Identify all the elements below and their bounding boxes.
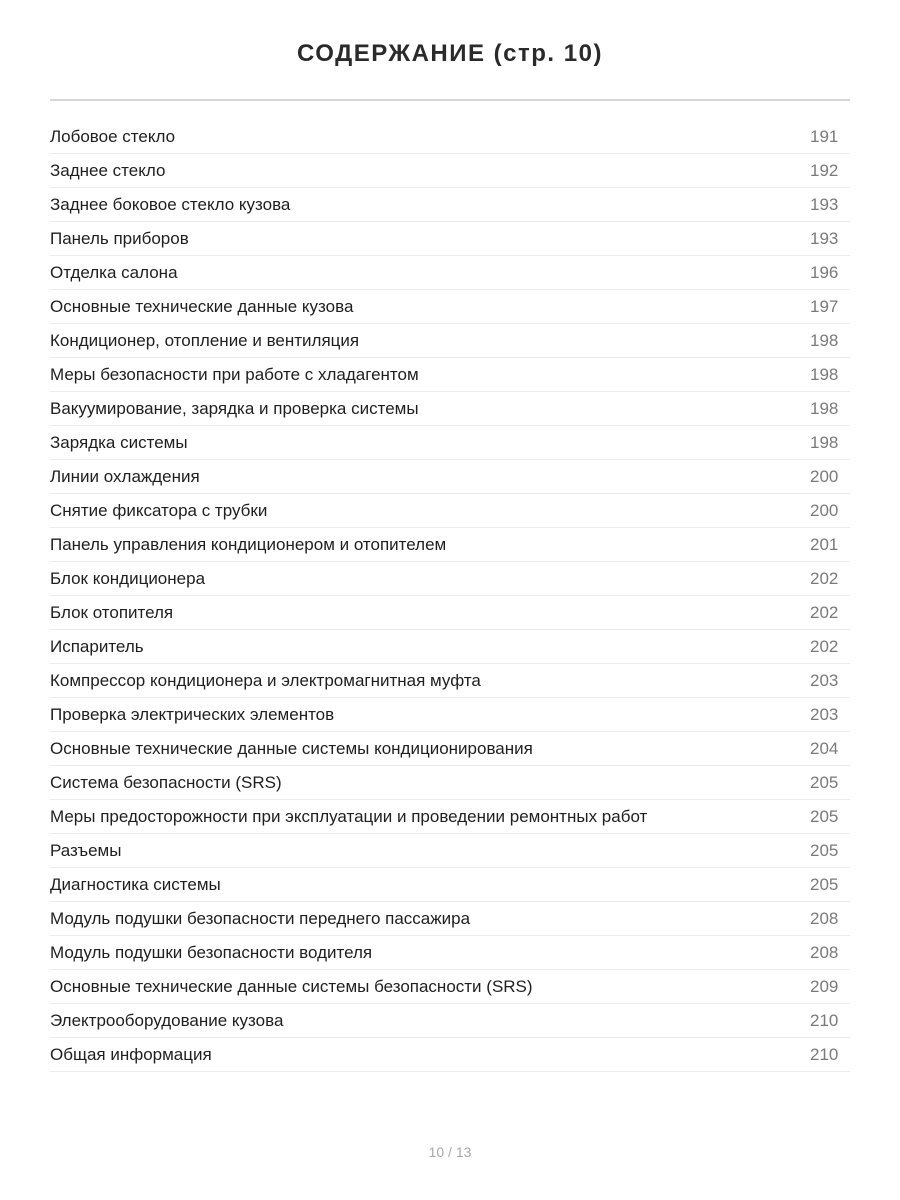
toc-entry-title: Вакуумирование, зарядка и проверка системы — [50, 398, 419, 418]
toc-entry-title: Общая информация — [50, 1044, 212, 1064]
toc-entry-page: 202 — [810, 568, 839, 588]
toc-entry[interactable] — [50, 154, 850, 188]
toc-entry[interactable] — [50, 596, 850, 630]
toc-entry[interactable] — [50, 732, 850, 766]
page-title: СОДЕРЖАНИЕ (стр. 10) — [297, 40, 603, 67]
toc-entry[interactable] — [50, 902, 850, 936]
toc-entry-page: 198 — [810, 364, 839, 384]
toc-entry-page: 198 — [810, 432, 839, 452]
toc-entry-page: 201 — [810, 534, 839, 554]
toc-entry-title: Основные технические данные системы безопасности (SRS) — [50, 976, 533, 996]
toc-entry-title: Кондиционер, отопление и вентиляция — [50, 330, 360, 350]
toc-entry[interactable] — [50, 936, 850, 970]
page-counter: 10 / 13 — [428, 1144, 472, 1160]
toc-entry[interactable] — [50, 324, 850, 358]
toc-entry-page: 210 — [810, 1010, 839, 1030]
toc-entry-page: 196 — [810, 262, 839, 282]
toc-entry[interactable] — [50, 630, 850, 664]
toc-entry-page: 197 — [810, 296, 839, 316]
toc-entry-title: Зарядка системы — [50, 432, 188, 452]
toc-entry-page: 202 — [810, 636, 839, 656]
toc-entry-page: 205 — [810, 874, 839, 894]
toc-entry-title: Проверка электрических элементов — [50, 704, 335, 724]
toc-entry-page: 203 — [810, 704, 839, 724]
toc-entry-page: 198 — [810, 398, 839, 418]
toc-entry-page: 204 — [810, 738, 839, 758]
toc-entry-title: Линии охлаждения — [50, 466, 200, 486]
toc-entry[interactable] — [50, 528, 850, 562]
toc-entry-page: 210 — [810, 1044, 839, 1064]
toc-entry[interactable] — [50, 222, 850, 256]
toc-entry-page: 202 — [810, 602, 839, 622]
toc-entry-page: 198 — [810, 330, 839, 350]
toc-entry-title: Диагностика системы — [50, 874, 221, 894]
toc-entry-title: Разъемы — [50, 840, 122, 860]
toc-entry[interactable] — [50, 766, 850, 800]
toc-entry-title: Модуль подушки безопасности переднего пассажира — [50, 908, 471, 928]
toc-entry-title: Компрессор кондиционера и электромагнитная муфта — [50, 670, 481, 690]
toc-entry[interactable] — [50, 256, 850, 290]
toc-entry[interactable] — [50, 392, 850, 426]
toc-entry[interactable] — [50, 1004, 850, 1038]
toc-entry[interactable] — [50, 290, 850, 324]
toc-entry-page: 205 — [810, 806, 839, 826]
toc-entry-page: 205 — [810, 772, 839, 792]
toc-entry[interactable] — [50, 834, 850, 868]
toc-entry-page: 193 — [810, 228, 839, 248]
toc-entry-title: Заднее боковое стекло кузова — [50, 194, 291, 214]
toc-entry-page: 193 — [810, 194, 839, 214]
toc-entry[interactable] — [50, 426, 850, 460]
toc-entry-title: Панель управления кондиционером и отопителем — [50, 534, 447, 554]
toc-entry[interactable] — [50, 868, 850, 902]
toc-entry-page: 208 — [810, 908, 839, 928]
toc-entry-page: 205 — [810, 840, 839, 860]
title-divider — [50, 99, 850, 101]
toc-entry-title: Лобовое стекло — [50, 126, 176, 146]
toc-entry-title: Панель приборов — [50, 228, 189, 248]
toc-entry-page: 200 — [810, 466, 839, 486]
toc-entry[interactable] — [50, 562, 850, 596]
toc-entry[interactable] — [50, 120, 850, 154]
toc-entry[interactable] — [50, 188, 850, 222]
toc-entry[interactable] — [50, 358, 850, 392]
toc-entry-title: Основные технические данные кузова — [50, 296, 354, 316]
toc-entry[interactable] — [50, 970, 850, 1004]
toc-entry-title: Блок отопителя — [50, 602, 174, 622]
toc-entry-page: 191 — [810, 126, 839, 146]
toc-entry-title: Меры предосторожности при эксплуатации и проведении ремонтных работ — [50, 806, 648, 826]
toc-entry[interactable] — [50, 460, 850, 494]
toc-entry-page: 200 — [810, 500, 839, 520]
toc-entry-title: Электрооборудование кузова — [50, 1010, 284, 1030]
toc-entry[interactable] — [50, 664, 850, 698]
toc-entry[interactable] — [50, 494, 850, 528]
toc-entry-title: Меры безопасности при работе с хладагентом — [50, 364, 419, 384]
toc-entry[interactable] — [50, 698, 850, 732]
toc-entry-page: 203 — [810, 670, 839, 690]
toc-entry-page: 192 — [810, 160, 839, 180]
toc-entry-title: Система безопасности (SRS) — [50, 772, 282, 792]
toc-entry-title: Испаритель — [50, 636, 144, 656]
toc-entry-page: 208 — [810, 942, 839, 962]
toc-list — [50, 120, 850, 1072]
toc-entry[interactable] — [50, 1038, 850, 1072]
toc-entry-title: Основные технические данные системы кондиционирования — [50, 738, 533, 758]
toc-entry-title: Снятие фиксатора с трубки — [50, 500, 268, 520]
toc-entry[interactable] — [50, 800, 850, 834]
toc-entry-title: Заднее стекло — [50, 160, 166, 180]
toc-entry-title: Блок кондиционера — [50, 568, 206, 588]
toc-entry-title: Модуль подушки безопасности водителя — [50, 942, 373, 962]
toc-entry-title: Отделка салона — [50, 262, 178, 282]
toc-entry-page: 209 — [810, 976, 839, 996]
